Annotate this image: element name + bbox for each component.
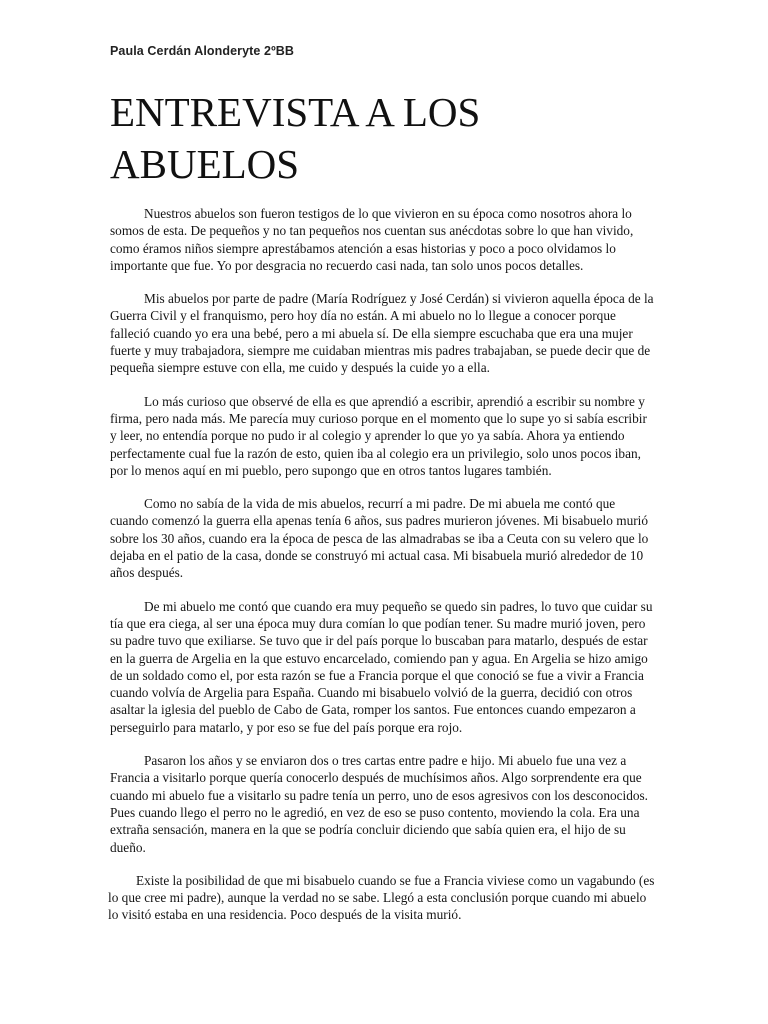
paragraph-1: Nuestros abuelos son fueron testigos de lo que vivieron en su época como nosotros ahora lo somos de esta. De pequeños y no tan pequeños nos cuentan sus anécdotas sobre lo que han vivido, como éramos niños siempre aprestábamos atención a esas historias y poco a poco olvidamos lo importante que fue. Yo por desgracia no recuerdo casi nada, tan solo unos pocos detalles. — [110, 206, 634, 273]
paragraph-6: Pasaron los años y se enviaron dos o tres cartas entre padre e hijo. Mi abuelo fue una vez a Francia a visitarlo porque quería conocerlo después de muchísimos años. Algo sorprendente era que cuando mi abuelo fue a visitarlo su padre tenía un perro, uno de esos agresivos con los desconocidos. Pues cuando llego el perro no le agredió, en vez de eso se puso contento, moviendo la cola. Era una extraña sensación, manera en la que se podría concluir diciendo que sabía quien era, el hijo de su dueño. — [110, 753, 649, 855]
document-body — [110, 205, 656, 940]
paragraph-2: Mis abuelos por parte de padre (María Rodríguez y José Cerdán) si vivieron aquella época de la Guerra Civil y el franquismo, pero hoy día no están. A mi abuelo no lo llegue a conocer porque falleció cuando yo era una bebé, pero a mi abuela sí. De ella siempre escuchaba que era una mujer fuerte y muy trabajadora, siempre me cuidaban mientras mis padres trabajaban, se puede decir que de pequeña siempre estuve con ella, me cuido y después la cuide yo a ella. — [110, 291, 654, 376]
paragraph-5: De mi abuelo me contó que cuando era muy pequeño se quedo sin padres, lo tuvo que cuidar su tía que era ciega, al ser una época muy dura comían lo que podían tener. Su madre murió joven, pero su padre tuvo que exiliarse. Se tuvo que ir del país porque lo buscaban para matarlo, después de estar en la guerra de Argelia en la que estuvo encarcelado, comiendo pan y agua. En Argelia se hizo amigo de un soldado como el, por esta razón se fue a Francia porque el que conoció se fue a vivir a Francia cuando volvía de Argelia para España. Cuando mi bisabuelo volvió de la guerra, decidió con otros asaltar la iglesia del pueblo de Cabo de Gata, romper los santos. Fue entonces cuando empezaron a perseguirlo para matarlo, y por eso se fue del país porque era rojo. — [110, 598, 653, 735]
paragraph-4: Como no sabía de la vida de mis abuelos, recurrí a mi padre. De mi abuela me contó que cuando comenzó la guerra ella apenas tenía 6 años, sus padres murieron jóvenes. Mi bisabuelo murió sobre los 30 años, cuando era la época de pesca de las almadrabas se iba a Ceuta con su velero que lo dejaba en el patio de la casa, donde se construyó mi actual casa. Mi bisabuela murió alrededor de 10 años después. — [110, 496, 649, 581]
document-title: ENTREVISTA A LOS ABUELOS — [110, 89, 481, 187]
author-line: Paula Cerdán Alonderyte 2ºBB — [110, 44, 295, 58]
paragraph-7: Existe la posibilidad de que mi bisabuelo cuando se fue a Francia viviese como un vagabundo (es lo que cree mi padre), aunque la verdad no se sabe. Llegó a esta conclusión porque cuando mi abuelo lo visitó estaba en una residencia. Poco después de la visita murió. — [108, 872, 655, 923]
paragraph-3: Lo más curioso que observé de ella es que aprendió a escribir, aprendió a escribir su nombre y firma, pero nada más. Me parecía muy curioso porque en el momento que lo supe yo si sabía escribir y leer, no entendía porque no pudo ir al colegio y aprender lo que yo ya sabía. Ahora ya entiendo perfectamente cual fue la razón de esto, quien iba al colegio era un privilegio, solo unos pocos iban, por lo menos aquí en mi pueblo, pero supongo que en otros tantos lugares también. — [110, 393, 647, 478]
